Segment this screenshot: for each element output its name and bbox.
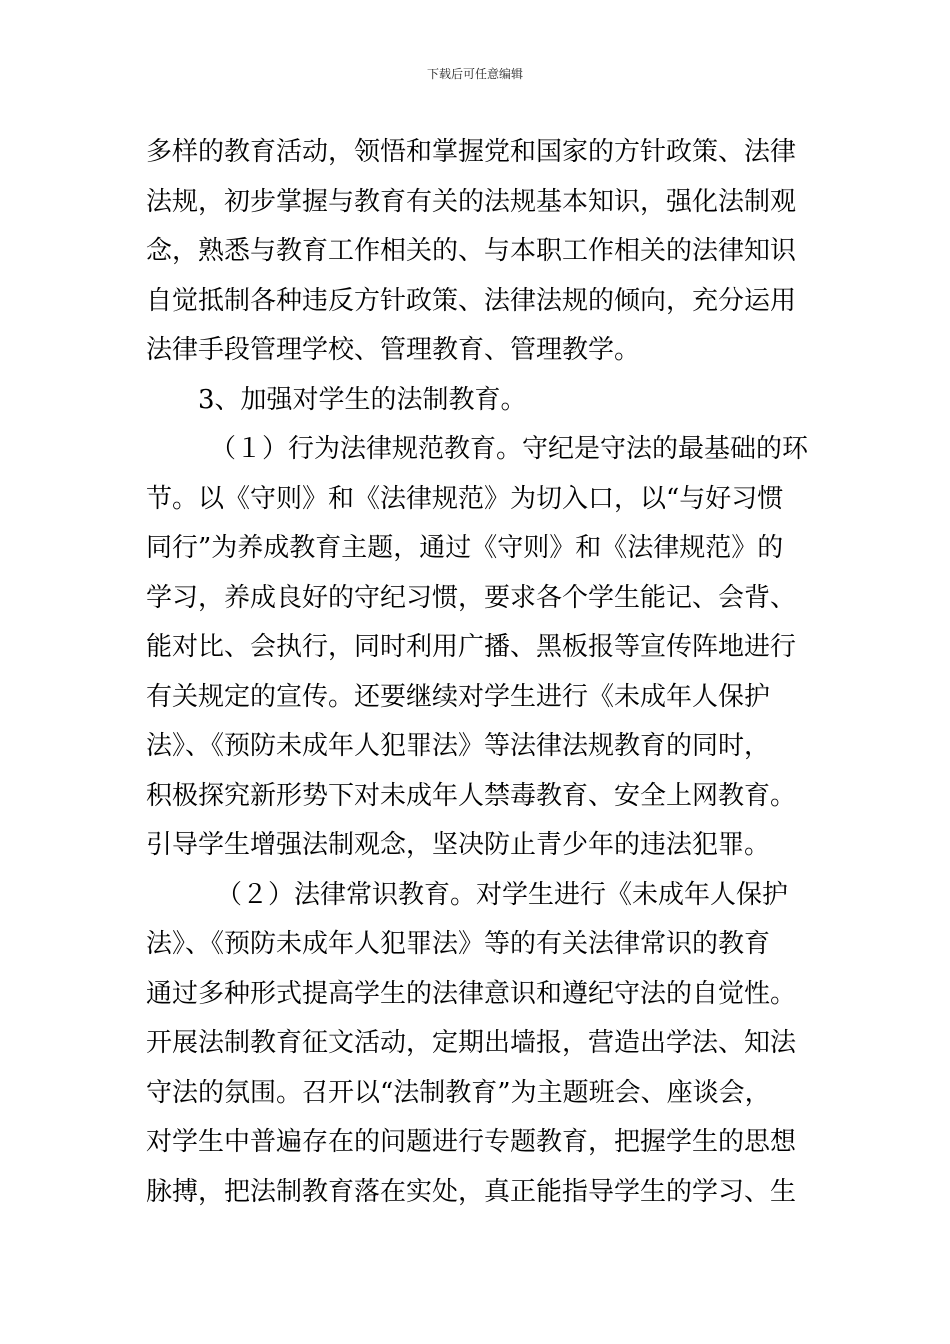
text-line: 脉搏，把法制教育落在实处，真正能指导学生的学习、生	[146, 1176, 797, 1207]
page-header: 下载后可任意编辑	[426, 67, 523, 81]
text-line: 对学生中普遍存在的问题进行专题教育，把握学生的思想	[146, 1127, 797, 1157]
text-line: 念，熟悉与教育工作相关的、与本职工作相关的法律知识	[146, 236, 797, 266]
text-line: 法》、《预防未成年人犯罪法》等的有关法律常识的教育	[146, 929, 771, 959]
text-line: 多样的教育活动，领悟和掌握党和国家的方针政策、法律	[146, 137, 797, 167]
text-line: 法规，初步掌握与教育有关的法规基本知识，强化法制观	[146, 186, 797, 217]
text-line: 同行”为养成教育主题，通过《守则》和《法律规范》的	[146, 533, 784, 563]
text-line: 学习，养成良好的守纪习惯，要求各个学生能记、会背、	[146, 582, 797, 613]
text-line: （２）法律常识教育。对学生进行《未成年人保护	[216, 879, 789, 910]
text-line: 通过多种形式提高学生的法律意识和遵纪守法的自觉性。	[146, 978, 797, 1009]
text-line: 自觉抵制各种违反方针政策、法律法规的倾向，充分运用	[146, 285, 797, 316]
text-line: 3、加强对学生的法制教育。	[198, 384, 527, 415]
text-line: （１）行为法律规范教育。守纪是守法的最基础的环	[210, 434, 809, 464]
document-body	[146, 128, 810, 1217]
text-line: 法》、《预防未成年人犯罪法》等法律法规教育的同时，	[146, 731, 771, 761]
text-line: 引导学生增强法制观念，坚决防止青少年的违法犯罪。	[146, 830, 771, 860]
text-line: 节。以《守则》和《法律规范》为切入口，以“与好习惯	[146, 483, 784, 514]
text-line: 能对比、会执行，同时利用广播、黑板报等宣传阵地进行	[146, 632, 797, 662]
text-line: 法律手段管理学校、管理教育、管理教学。	[146, 335, 641, 365]
text-line: 开展法制教育征文活动，定期出墙报，营造出学法、知法	[146, 1028, 797, 1058]
text-line: 积极探究新形势下对未成年人禁毒教育、安全上网教育。	[146, 780, 797, 811]
text-line: 有关规定的宣传。还要继续对学生进行《未成年人保护	[146, 681, 771, 712]
text-line: 守法的氛围。召开以“法制教育”为主题班会、座谈会，	[146, 1077, 771, 1108]
